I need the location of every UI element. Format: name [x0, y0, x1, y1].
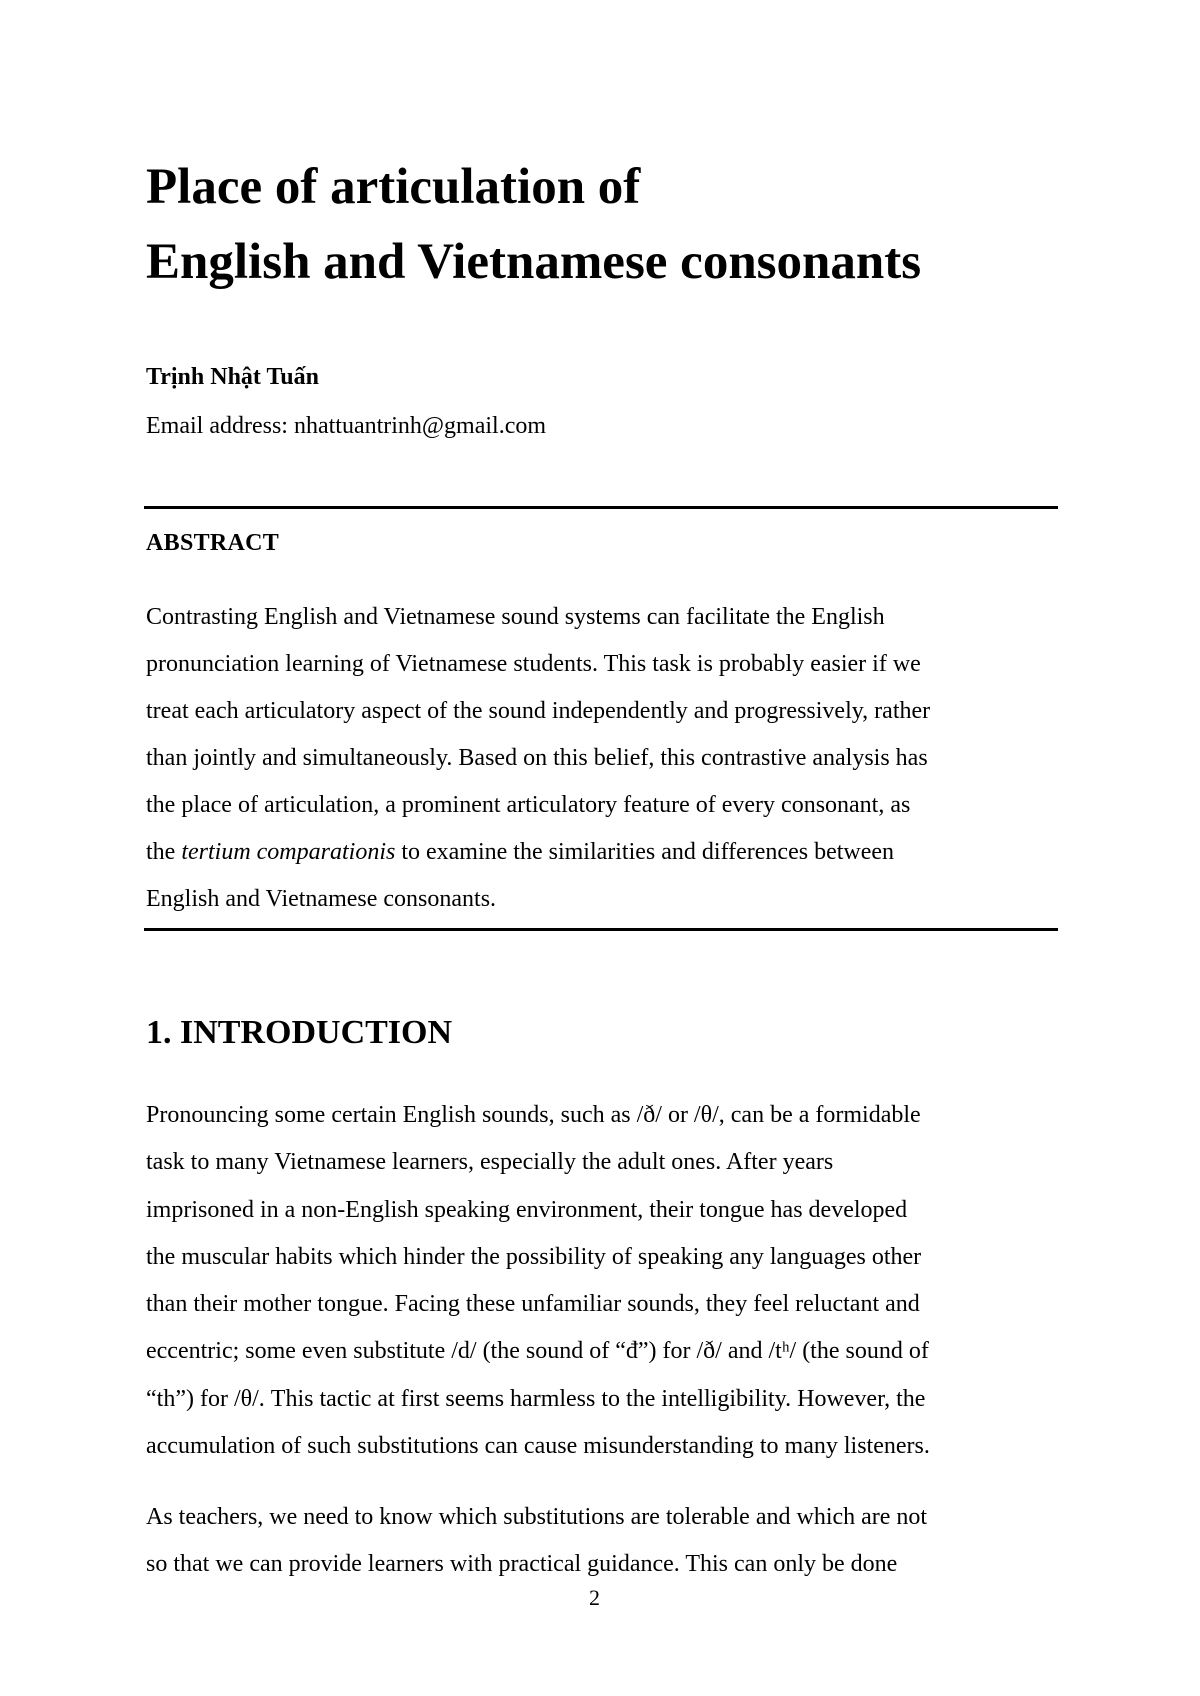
paragraph-line: so that we can provide learners with practical guidance. This can only be done	[146, 1551, 898, 1578]
paragraph-line: As teachers, we need to know which substitutions are tolerable and which are not	[146, 1504, 928, 1530]
author-name: Trịnh Nhật Tuấn	[146, 364, 319, 390]
paragraph-line: imprisoned in a non-English speaking environment, their tongue has developed	[146, 1196, 908, 1223]
paragraph-line: “th”) for /θ/. This tactic at first seems harmless to the intelligibility. However, the	[146, 1385, 926, 1412]
abstract-line: Contrasting English and Vietnamese sound systems can facilitate the English	[146, 604, 885, 630]
italic-term: tertium comparationis	[181, 839, 396, 865]
abstract-line: treat each articulatory aspect of the sound independently and progressively, rather	[146, 698, 931, 724]
abstract-line	[146, 829, 1060, 876]
paragraph-line: Pronouncing some certain English sounds, such as /ð/ or /θ/, can be a formidable	[146, 1102, 921, 1128]
abstract-heading: ABSTRACT	[146, 530, 280, 556]
paragraph-line: eccentric; some even substitute /d/ (the sound of “đ”) for /ð/ and /tʰ/ (the sound of	[146, 1338, 929, 1365]
paper-title-line-2: English and Vietnamese consonants	[146, 234, 922, 290]
abstract-line: than jointly and simultaneously. Based on this belief, this contrastive analysis has	[146, 745, 928, 771]
introduction-paragraph-2	[146, 1494, 1060, 1589]
abstract-bottom-divider	[144, 928, 1058, 931]
abstract-line: English and Vietnamese consonants.	[146, 886, 497, 912]
paragraph-line: task to many Vietnamese learners, especially the adult ones. After years	[146, 1149, 834, 1176]
paragraph-line: the muscular habits which hinder the possibility of speaking any languages other	[146, 1243, 922, 1270]
page-number: 2	[589, 1585, 600, 1610]
abstract-top-divider	[144, 506, 1058, 509]
paper-title	[146, 150, 921, 300]
paper-title-line-1: Place of articulation of	[146, 159, 641, 215]
introduction-paragraph-1	[146, 1092, 1060, 1470]
paragraph-line: accumulation of such substitutions can cause misunderstanding to many listeners.	[146, 1433, 930, 1460]
abstract-text	[146, 594, 1060, 923]
paragraph-line: than their mother tongue. Facing these unfamiliar sounds, they feel reluctant and	[146, 1291, 920, 1318]
abstract-line: the place of articulation, a prominent articulatory feature of every consonant, as	[146, 792, 911, 818]
abstract-line: pronunciation learning of Vietnamese students. This task is probably easier if we	[146, 651, 921, 677]
section-heading-introduction: 1. INTRODUCTION	[146, 1014, 453, 1051]
author-email: Email address: nhattuantrinh@gmail.com	[146, 413, 547, 439]
abstract-line-text: to examine the similarities and differences between	[395, 839, 895, 865]
abstract-line-text: the	[146, 839, 182, 865]
